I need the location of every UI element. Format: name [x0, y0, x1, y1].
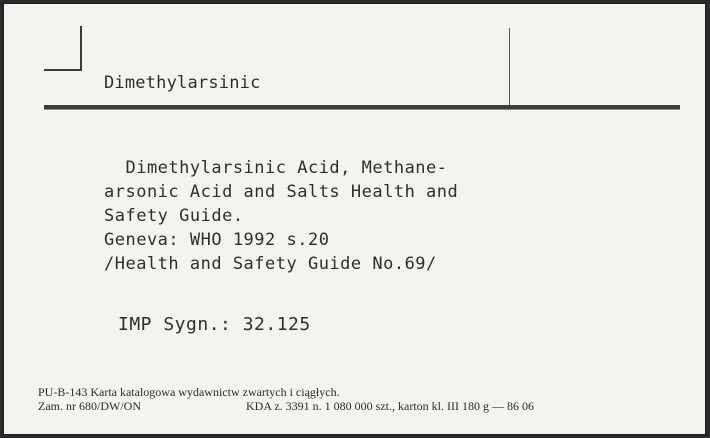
bibliographic-entry	[104, 156, 458, 276]
heading-divider-line	[509, 28, 510, 106]
entry-line-3: Safety Guide.	[104, 206, 244, 226]
entry-line-2: arsonic Acid and Salts Health and	[104, 182, 459, 202]
entry-line-4: Geneva: WHO 1992 s.20	[104, 230, 330, 250]
catalog-card	[3, 3, 706, 435]
footer-order-number: Zam. nr 680/DW/ON	[38, 399, 141, 413]
card-footer	[38, 385, 534, 413]
entry-line-5: /Health and Safety Guide No.69/	[104, 254, 437, 274]
corner-mark-horizontal	[44, 69, 82, 71]
shelf-signature: IMP Sygn.: 32.125	[118, 314, 311, 335]
entry-line-1: Dimethylarsinic Acid, Methane-	[104, 158, 448, 178]
corner-mark-vertical	[80, 26, 82, 70]
footer-line-2	[38, 399, 534, 413]
card-heading: Dimethylarsinic	[104, 73, 261, 93]
heading-rule	[44, 105, 680, 110]
footer-print-info: KDA z. 3391 n. 1 080 000 szt., karton kl. III 180 g — 86 06	[246, 399, 534, 413]
footer-line-1: PU-B-143 Karta katalogowa wydawnictw zwartych i ciągłych.	[38, 385, 340, 399]
